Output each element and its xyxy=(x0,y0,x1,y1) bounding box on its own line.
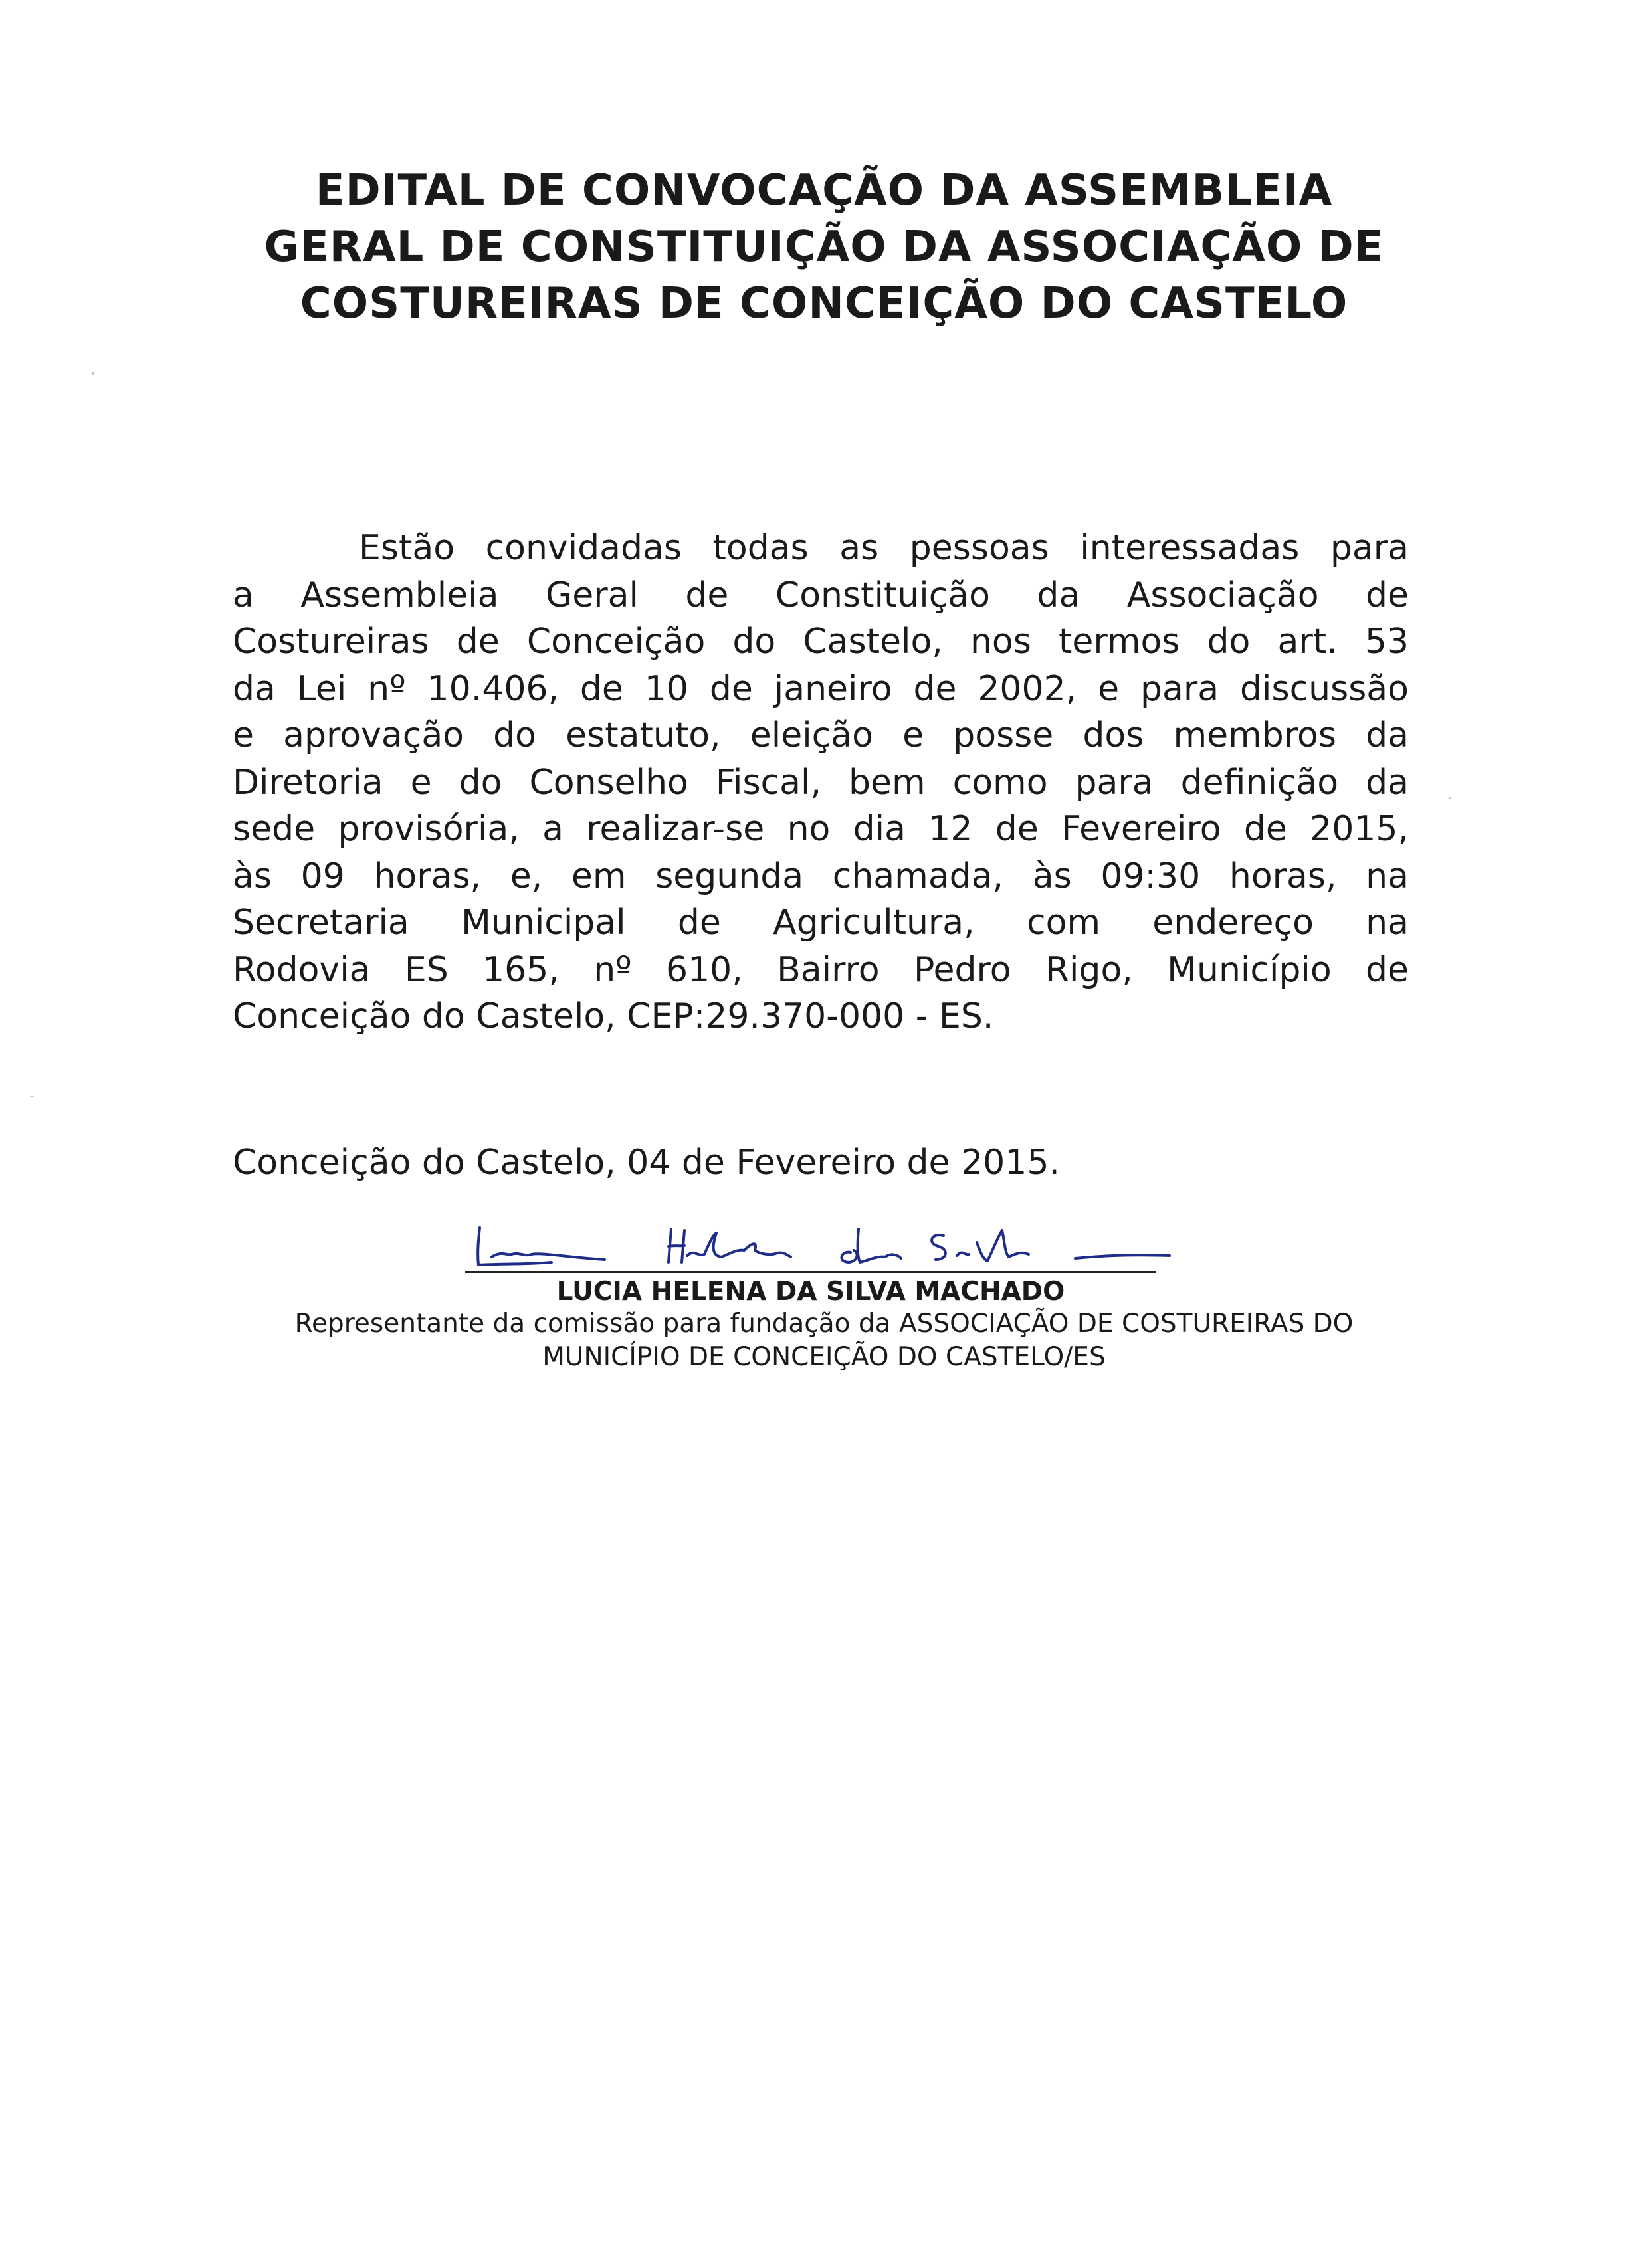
body-line: a Assembleia Geral de Constituição da Associação de xyxy=(233,575,1409,615)
role-line: Representante da comissão para fundação da ASSOCIAÇÃO DE COSTUREIRAS DO xyxy=(294,1309,1354,1339)
body-line: Diretoria e do Conselho Fiscal, bem como para definição da xyxy=(233,762,1409,803)
handwritten-signature xyxy=(465,1216,1189,1269)
body-line: às 09 horas, e, em segunda chamada, às 09:30 horas, na xyxy=(233,856,1409,896)
signer-role xyxy=(199,1307,1449,1374)
title-line: COSTUREIRAS DE CONCEIÇÃO DO CASTELO xyxy=(300,279,1348,328)
signature-line xyxy=(465,1271,1156,1273)
role-line: MUNICÍPIO DE CONCEIÇÃO DO CASTELO/ES xyxy=(542,1342,1106,1372)
body-line: e aprovação do estatuto, eleição e posse dos membros da xyxy=(233,715,1409,755)
body-line: Estão convidadas todas as pessoas interessadas para xyxy=(359,528,1409,568)
title-line: EDITAL DE CONVOCAÇÃO DA ASSEMBLEIA xyxy=(315,166,1333,215)
body-line: Secretaria Municipal de Agricultura, com endereço na xyxy=(233,903,1409,943)
body-line: da Lei nº 10.406, de 10 de janeiro de 2002, e para discussão xyxy=(233,668,1409,709)
body-line: Conceição do Castelo, CEP:29.370-000 - ES. xyxy=(233,996,994,1036)
document-title xyxy=(199,163,1449,332)
body-paragraph xyxy=(233,525,1409,1040)
scan-speck xyxy=(92,372,94,375)
body-line: Rodovia ES 165, nº 610, Bairro Pedro Rigo, Município de xyxy=(233,949,1409,990)
signer-name: LUCIA HELENA DA SILVA MACHADO xyxy=(556,1277,1065,1307)
body-line: sede provisória, a realizar-se no dia 12 de Fevereiro de 2015, xyxy=(233,809,1409,849)
body-line: Costureiras de Conceição do Castelo, nos termos do art. 53 xyxy=(233,622,1409,662)
title-line: GERAL DE CONSTITUIÇÃO DA ASSOCIAÇÃO DE xyxy=(264,223,1384,272)
scan-speck xyxy=(1449,797,1451,799)
place-and-date: Conceição do Castelo, 04 de Fevereiro de 2015. xyxy=(233,1143,1060,1182)
scan-speck xyxy=(30,1096,34,1097)
